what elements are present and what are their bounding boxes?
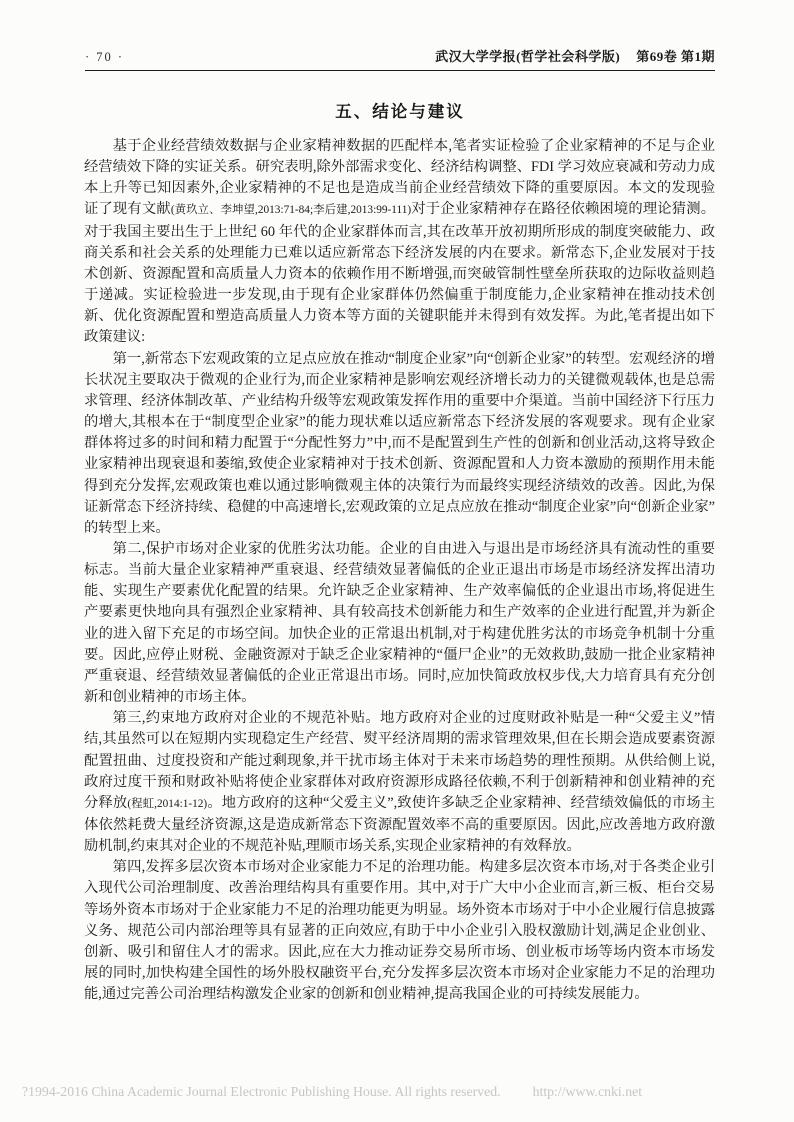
section-title: 五、结论与建议	[335, 102, 465, 121]
journal-title: 武汉大学学报(哲学社会科学版)	[435, 49, 621, 64]
inline-citation: (黄玖立、李坤望,2013:71-84;李后建,2013:99-111)	[170, 204, 412, 217]
header-rule	[85, 70, 715, 71]
paragraph-text: 第四,发挥多层次资本市场对企业家能力不足的治理功能。构建多层次资本市场,对于各类企业引入现代公司治理制度、改善治理结构具有重要作用。其中,对于广大中小企业而言,新三板、柜台交易等场外资本市场对于企业家能力不足的治理功能更为明显。场外资本市场对于中小企业履行信息披露义务、规范公司内部治理等具有显著的正向效应,有助于中小企业引入股权激励计划,满足企业创业、创新、吸引和留住人才的需求。因此,应在大力推动证券交易所市场、创业板市场等场内资本市场发展的同时,加快构建全国性的场外股权融资平台,充分发挥多层次资本市场对企业家能力不足的治理功能,通过完善公司治理结构激发企业家的创新和创业精神,提高我国企业的可持续发展能力。	[84, 859, 715, 1003]
inline-citation: (程虹,2014:1-12)	[127, 797, 208, 810]
page-number: · 70 ·	[85, 50, 125, 64]
paragraph-text: 第一,新常态下宏观政策的立足点应放在推动“制度企业家”向“创新企业家”的转型。宏观经济的增长状况主要取决于微观的企业行为,而企业家精神是影响宏观经济增长动力的关键微观载体,也是总需求管理、经济体制改革、产业结构升级等宏观政策发挥作用的重要中介渠道。当前中国经济下行压力的增大,其根本在于“制度型企业家”的能力现状难以适应新常态下经济发展的客观要求。现有企业家群体将过多的时间和精力配置于“分配性努力”中,而不是配置到生产性的创新和创业活动,这将导致企业家精神出现衰退和萎缩,致使企业家精神对于技术创新、资源配置和人力资本激励的预期作用未能得到充分发挥,宏观政策也难以通过影响微观主体的决策行为而最终实现经济绩效的改善。因此,为保证新常态下经济持续、稳健的中高速增长,宏观政策的立足点应放在推动“制度企业家”向“创新企业家”的转型上来。	[84, 350, 715, 536]
page-header	[85, 46, 715, 65]
paragraph-text: 对于企业家精神存在路径依赖困境的理论猜测。对于我国主要出生于上世纪 60 年代的企业家群体而言,其在改革开放初期所形成的制度突破能力、政商关系和社会关系的处理能力已难以适应新常态下经济发展的内在要求。新常态下,企业发展对于技术创新、资源配置和高质量人力资本的依赖作用不断增强,而突破管制性壁垒所获取的边际收益则趋于递减。实证检验进一步发现,由于现有企业家群体仍然偏重于制度能力,企业家精神在推动技术创新、优化资源配置和塑造高质量人力资本等方面的关键职能并未得到有效发挥。为此,笔者提出如下政策建议:	[84, 201, 715, 346]
paragraph-suggestion-3	[84, 708, 715, 857]
paragraph-text: 基于企业经营绩效数据与企业家精神数据的匹配样本,笔者实证检验了企业家精神的不足与企业经营绩效下降的实证关系。研究表明,除外部需求变化、经济结构调整、FDI 学习效应衰减和劳动力成本上升等已知因素外,企业家精神的不足也是造成当前企业经营绩效下降的重要原因。本文的发现验证了现有文献	[84, 138, 715, 218]
copyright-text: ?1994-2016 China Academic Journal Electronic Publishing House. All rights reserved.	[22, 1084, 501, 1099]
article-body	[84, 136, 715, 1005]
cnki-url: http://www.cnki.net	[532, 1084, 643, 1099]
paragraph-text: 第二,保护市场对企业家的优胜劣汰功能。企业的自由进入与退出是市场经济具有流动性的重要标志。当前大量企业家精神严重衰退、经营绩效显著偏低的企业正退出市场是市场经济发挥出清功能、实现生产要素优化配置的结果。允许缺乏企业家精神、生产效率偏低的企业退出市场,将促进生产要素更快地向具有强烈企业家精神、具有较高技术创新能力和生产效率的企业进行配置,并为新企业的进入留下充足的市场空间。加快企业的正常退出机制,对于构建优胜劣汰的市场竞争机制十分重要。因此,应停止财税、金融资源对于缺乏企业家精神的“僵尸企业”的无效救助,鼓励一批企业家精神严重衰退、经营绩效显著偏低的企业正常退出市场。同时,应加快简政放权步伐,大力培育具有充分创新和创业精神的市场主体。	[84, 540, 715, 706]
paragraph-text: 第三,约束地方政府对企业的不规范补贴。地方政府对企业的过度财政补贴是一种“父爱主义”情结,其虽然可以在短期内实现稳定生产经营、熨平经济周期的需求管理效果,但在长期会造成要素资源配置扭曲、过度投资和产能过剩现象,并干扰市场主体对于未来市场趋势的理性预期。从供给侧上说,政府过度干预和财政补贴将使企业家群体对政府资源形成路径依赖,不利于创新精神和创业精神的充分释放	[84, 710, 715, 811]
paragraph-text: 。地方政府的这种“父爱主义”,致使许多缺乏企业家精神、经营绩效偏低的市场主体依然耗费大量经济资源,这是造成新常态下资源配置效率不高的重要原因。因此,应改善地方政府激励机制,约束其对企业的不规范补贴,理顺市场关系,实现企业家精神的有效释放。	[84, 794, 716, 855]
paragraph-suggestion-4	[84, 857, 715, 1005]
journal-running-head	[435, 46, 715, 65]
paragraph-intro	[84, 136, 715, 349]
page-footer	[22, 1084, 642, 1100]
paragraph-suggestion-1	[84, 349, 715, 539]
paragraph-suggestion-2	[84, 539, 715, 708]
volume-issue: 第69卷 第1期	[636, 49, 715, 64]
